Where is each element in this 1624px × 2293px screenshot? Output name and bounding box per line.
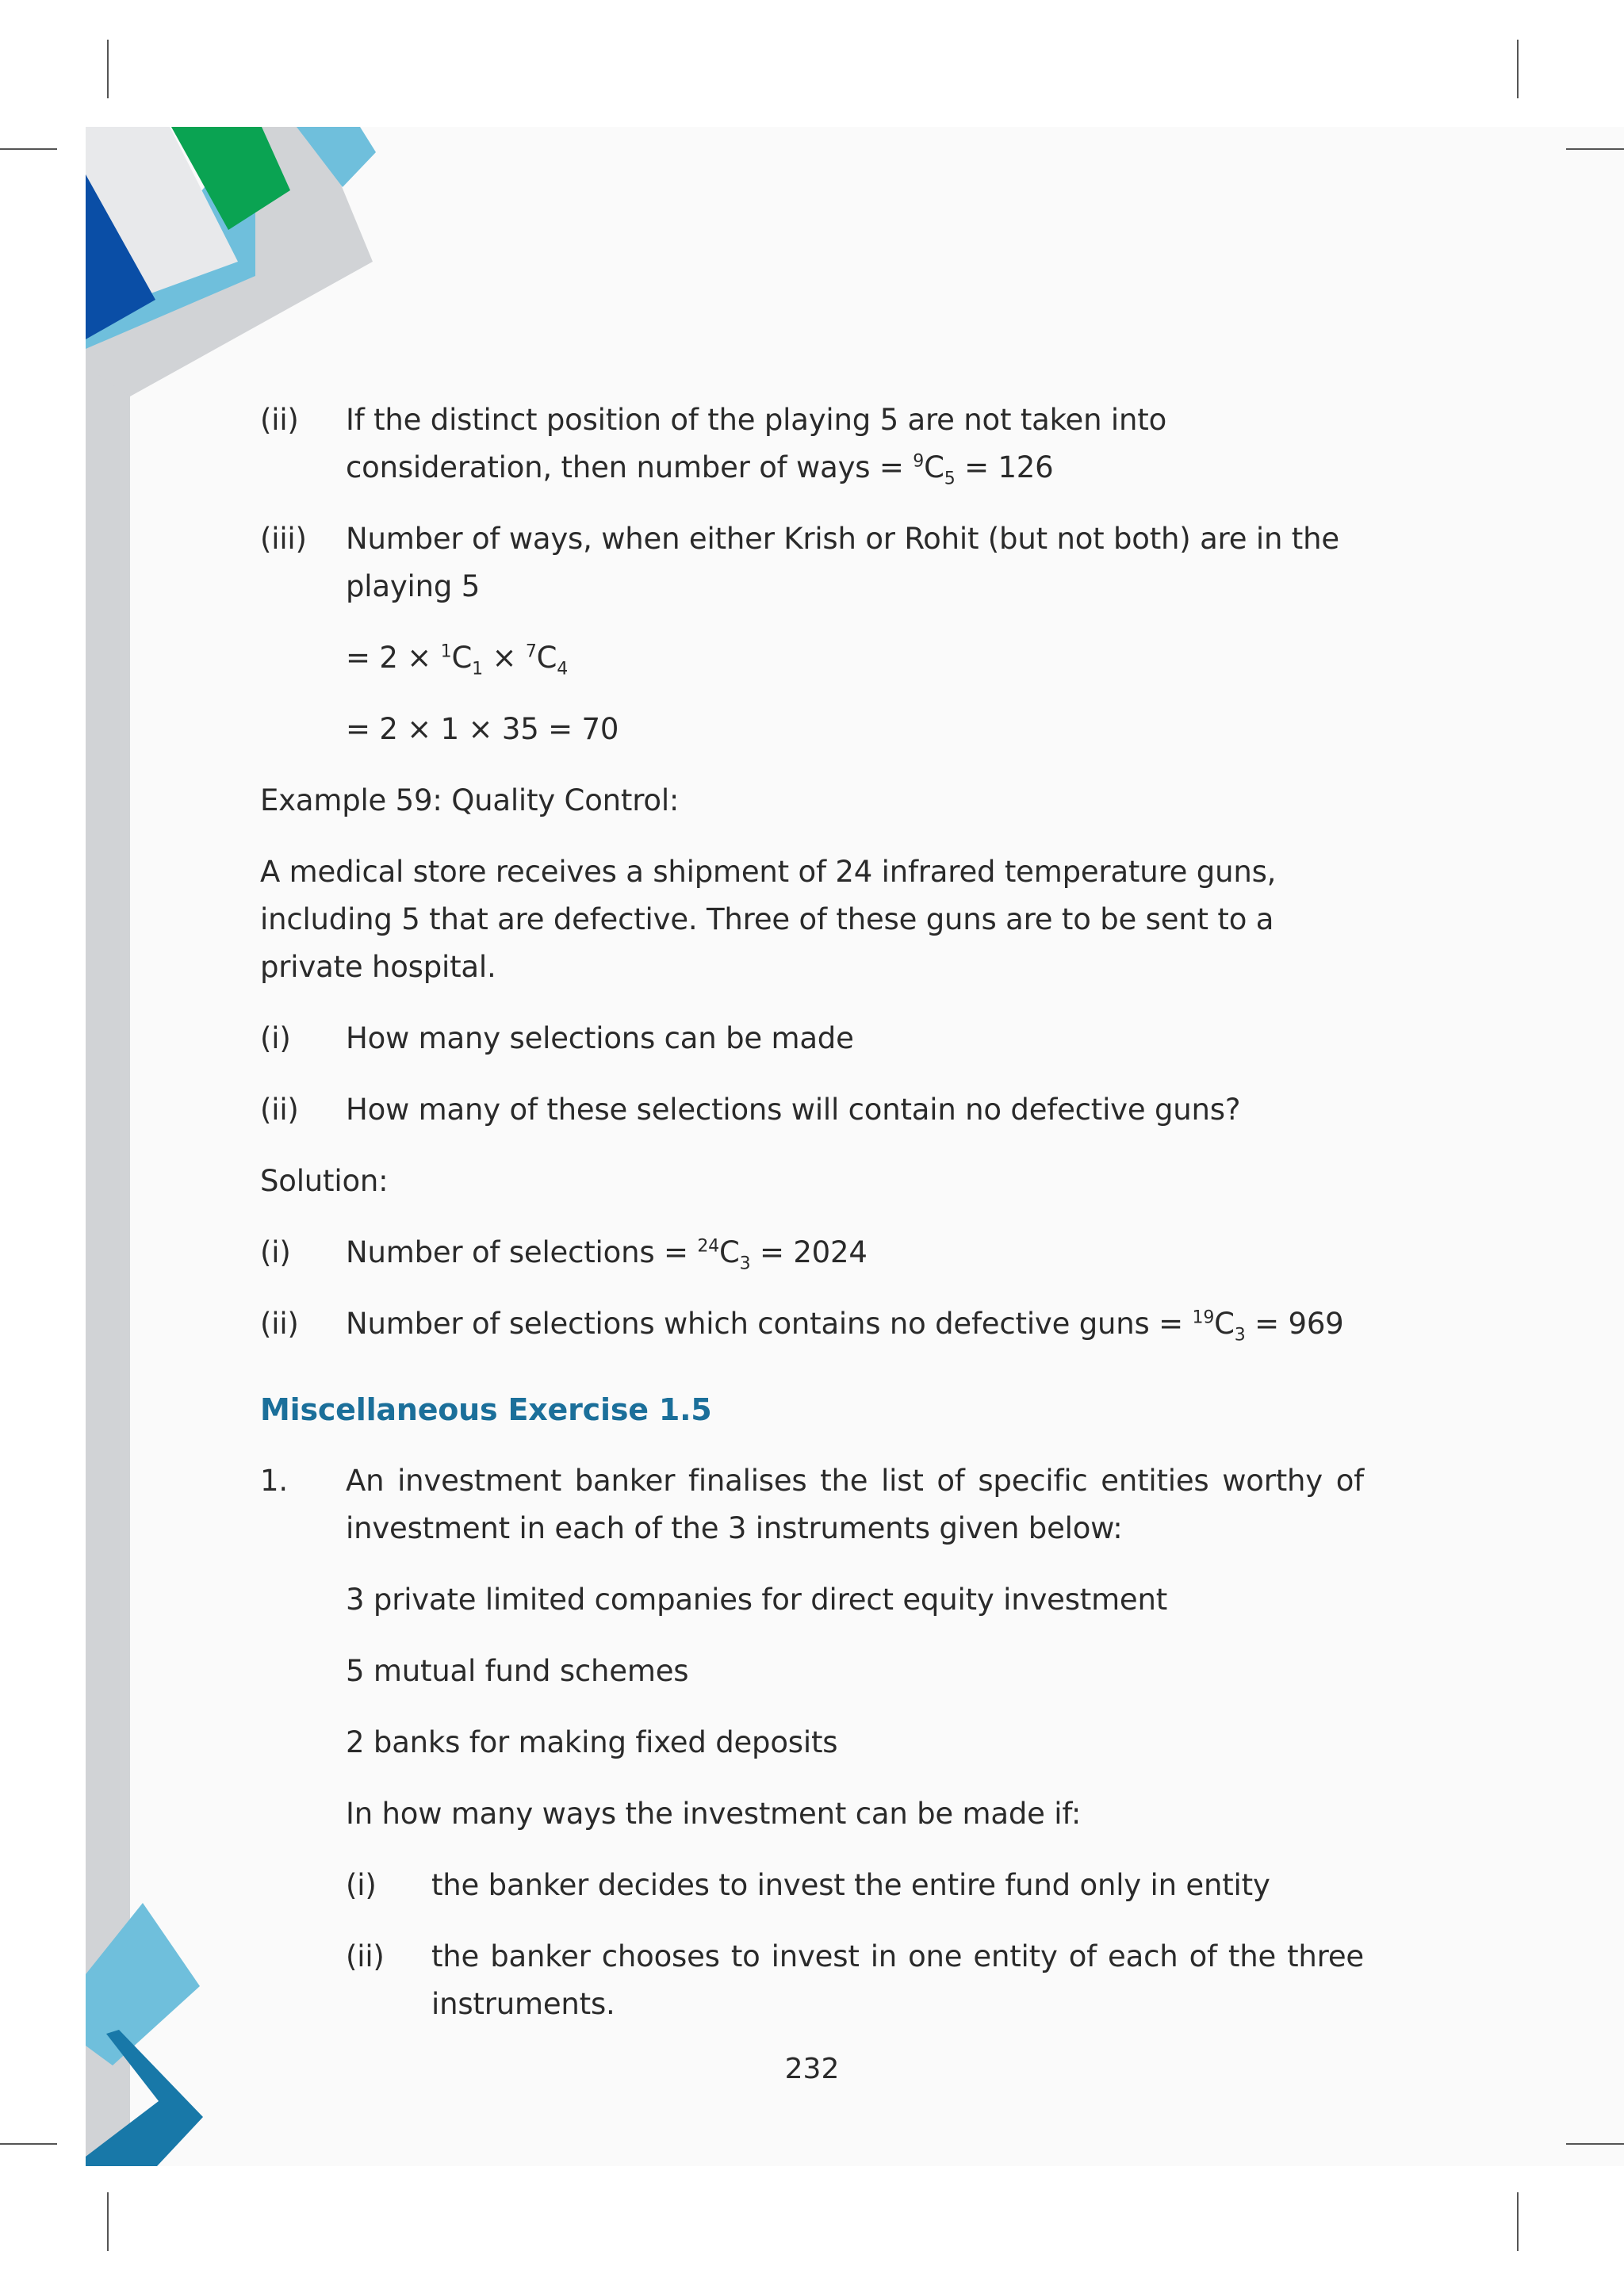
s2-sub: 3 xyxy=(1234,1325,1246,1346)
solution-ii xyxy=(260,1300,1364,1348)
solution-part-ii xyxy=(260,396,1364,492)
item-label: (i) xyxy=(260,1021,291,1055)
crop-mark-bottom-right-h xyxy=(1566,2143,1624,2145)
item-label: (ii) xyxy=(346,1939,385,1973)
item-text xyxy=(346,1229,1364,1277)
item-label: 1. xyxy=(260,1464,288,1498)
crop-mark-top-right-v xyxy=(1517,40,1519,98)
exercise-sub-ii xyxy=(346,1933,1364,2028)
s2-sup: 19 xyxy=(1192,1307,1215,1328)
exercise-question: In how many ways the investment can be made if: xyxy=(346,1797,1082,1831)
s1-result: = 2024 xyxy=(750,1235,868,1269)
item-text xyxy=(346,396,1364,492)
item-text: Number of ways, when either Krish or Rohit (but not both) are in the playing 5 xyxy=(346,522,1339,603)
crop-mark-top-right-h xyxy=(1566,148,1624,150)
exercise-sub-i xyxy=(346,1862,1364,1909)
item-text: How many selections can be made xyxy=(346,1021,854,1055)
s1-sup: 24 xyxy=(697,1236,719,1257)
solution-i xyxy=(260,1229,1364,1277)
crop-mark-top-left-h xyxy=(0,148,57,150)
exercise-1 xyxy=(260,1457,1364,1552)
s1-sub: 3 xyxy=(739,1254,751,1274)
exercise-sub-list xyxy=(346,1862,1364,2028)
question-ii xyxy=(260,1086,1364,1134)
solution-label: Solution: xyxy=(260,1164,389,1198)
eq1-times: × xyxy=(482,641,526,675)
equation-line-1 xyxy=(346,634,1364,682)
s2-result: = 969 xyxy=(1245,1307,1344,1341)
item-label: (i) xyxy=(346,1868,377,1902)
item-text: An investment banker finalises the list of specific entities worthy of investment in each of the 3 instruments given below: xyxy=(346,1464,1364,1545)
item-label: (ii) xyxy=(260,403,299,437)
crop-mark-bottom-left-v xyxy=(107,2192,109,2251)
s1-text: Number of selections = xyxy=(346,1235,698,1269)
page-number: 232 xyxy=(784,2053,840,2085)
s1-c: C xyxy=(718,1235,740,1269)
page-content xyxy=(260,396,1364,2052)
ii-result: = 126 xyxy=(955,450,1054,484)
exercise-heading: Miscellaneous Exercise 1.5 xyxy=(260,1392,712,1427)
item-text: the banker chooses to invest in one entity of each of the three instruments. xyxy=(431,1939,1364,2021)
eq1-sub2: 4 xyxy=(557,659,569,679)
ii-text: If the distinct position of the playing 5 are not taken into consideration, then number of ways = xyxy=(346,403,1167,484)
item-label: (iii) xyxy=(260,522,307,556)
eq1-c2: C xyxy=(536,641,557,675)
eq1-sub1: 1 xyxy=(472,659,483,679)
eq1-sup1: 1 xyxy=(440,641,452,662)
eq1-sup2: 7 xyxy=(525,641,537,662)
eq1-part-a: = 2 × xyxy=(346,641,441,675)
item-label: (ii) xyxy=(260,1093,299,1127)
solution-part-iii xyxy=(260,515,1364,611)
equation-line-2: = 2 × 1 × 35 = 70 xyxy=(346,712,619,746)
example-text: A medical store receives a shipment of 24 infrared temperature guns, including 5 that are defective. Three of these guns are to be sent to a private hospital. xyxy=(260,855,1277,984)
ii-sub: 5 xyxy=(944,469,956,489)
eq1-c1: C xyxy=(451,641,473,675)
instrument-item-1: 3 private limited companies for direct equity investment xyxy=(346,1583,1168,1617)
crop-mark-bottom-right-v xyxy=(1517,2192,1519,2251)
item-text: How many of these selections will contain no defective guns? xyxy=(346,1093,1241,1127)
item-label: (ii) xyxy=(260,1307,299,1341)
s2-text: Number of selections which contains no defective guns = xyxy=(346,1307,1193,1341)
example-title: Example 59: Quality Control: xyxy=(260,783,680,817)
item-text xyxy=(346,1300,1364,1348)
item-text: the banker decides to invest the entire fund only in entity xyxy=(431,1868,1270,1902)
instrument-item-2: 5 mutual fund schemes xyxy=(346,1654,689,1688)
instrument-item-3: 2 banks for making fixed deposits xyxy=(346,1725,838,1759)
crop-mark-top-left-v xyxy=(107,40,109,98)
crop-mark-bottom-left-h xyxy=(0,2143,57,2145)
item-label: (i) xyxy=(260,1235,291,1269)
ii-sup: 9 xyxy=(913,451,925,472)
ii-c: C xyxy=(924,450,944,484)
question-i xyxy=(260,1015,1364,1062)
s2-c: C xyxy=(1214,1307,1235,1341)
